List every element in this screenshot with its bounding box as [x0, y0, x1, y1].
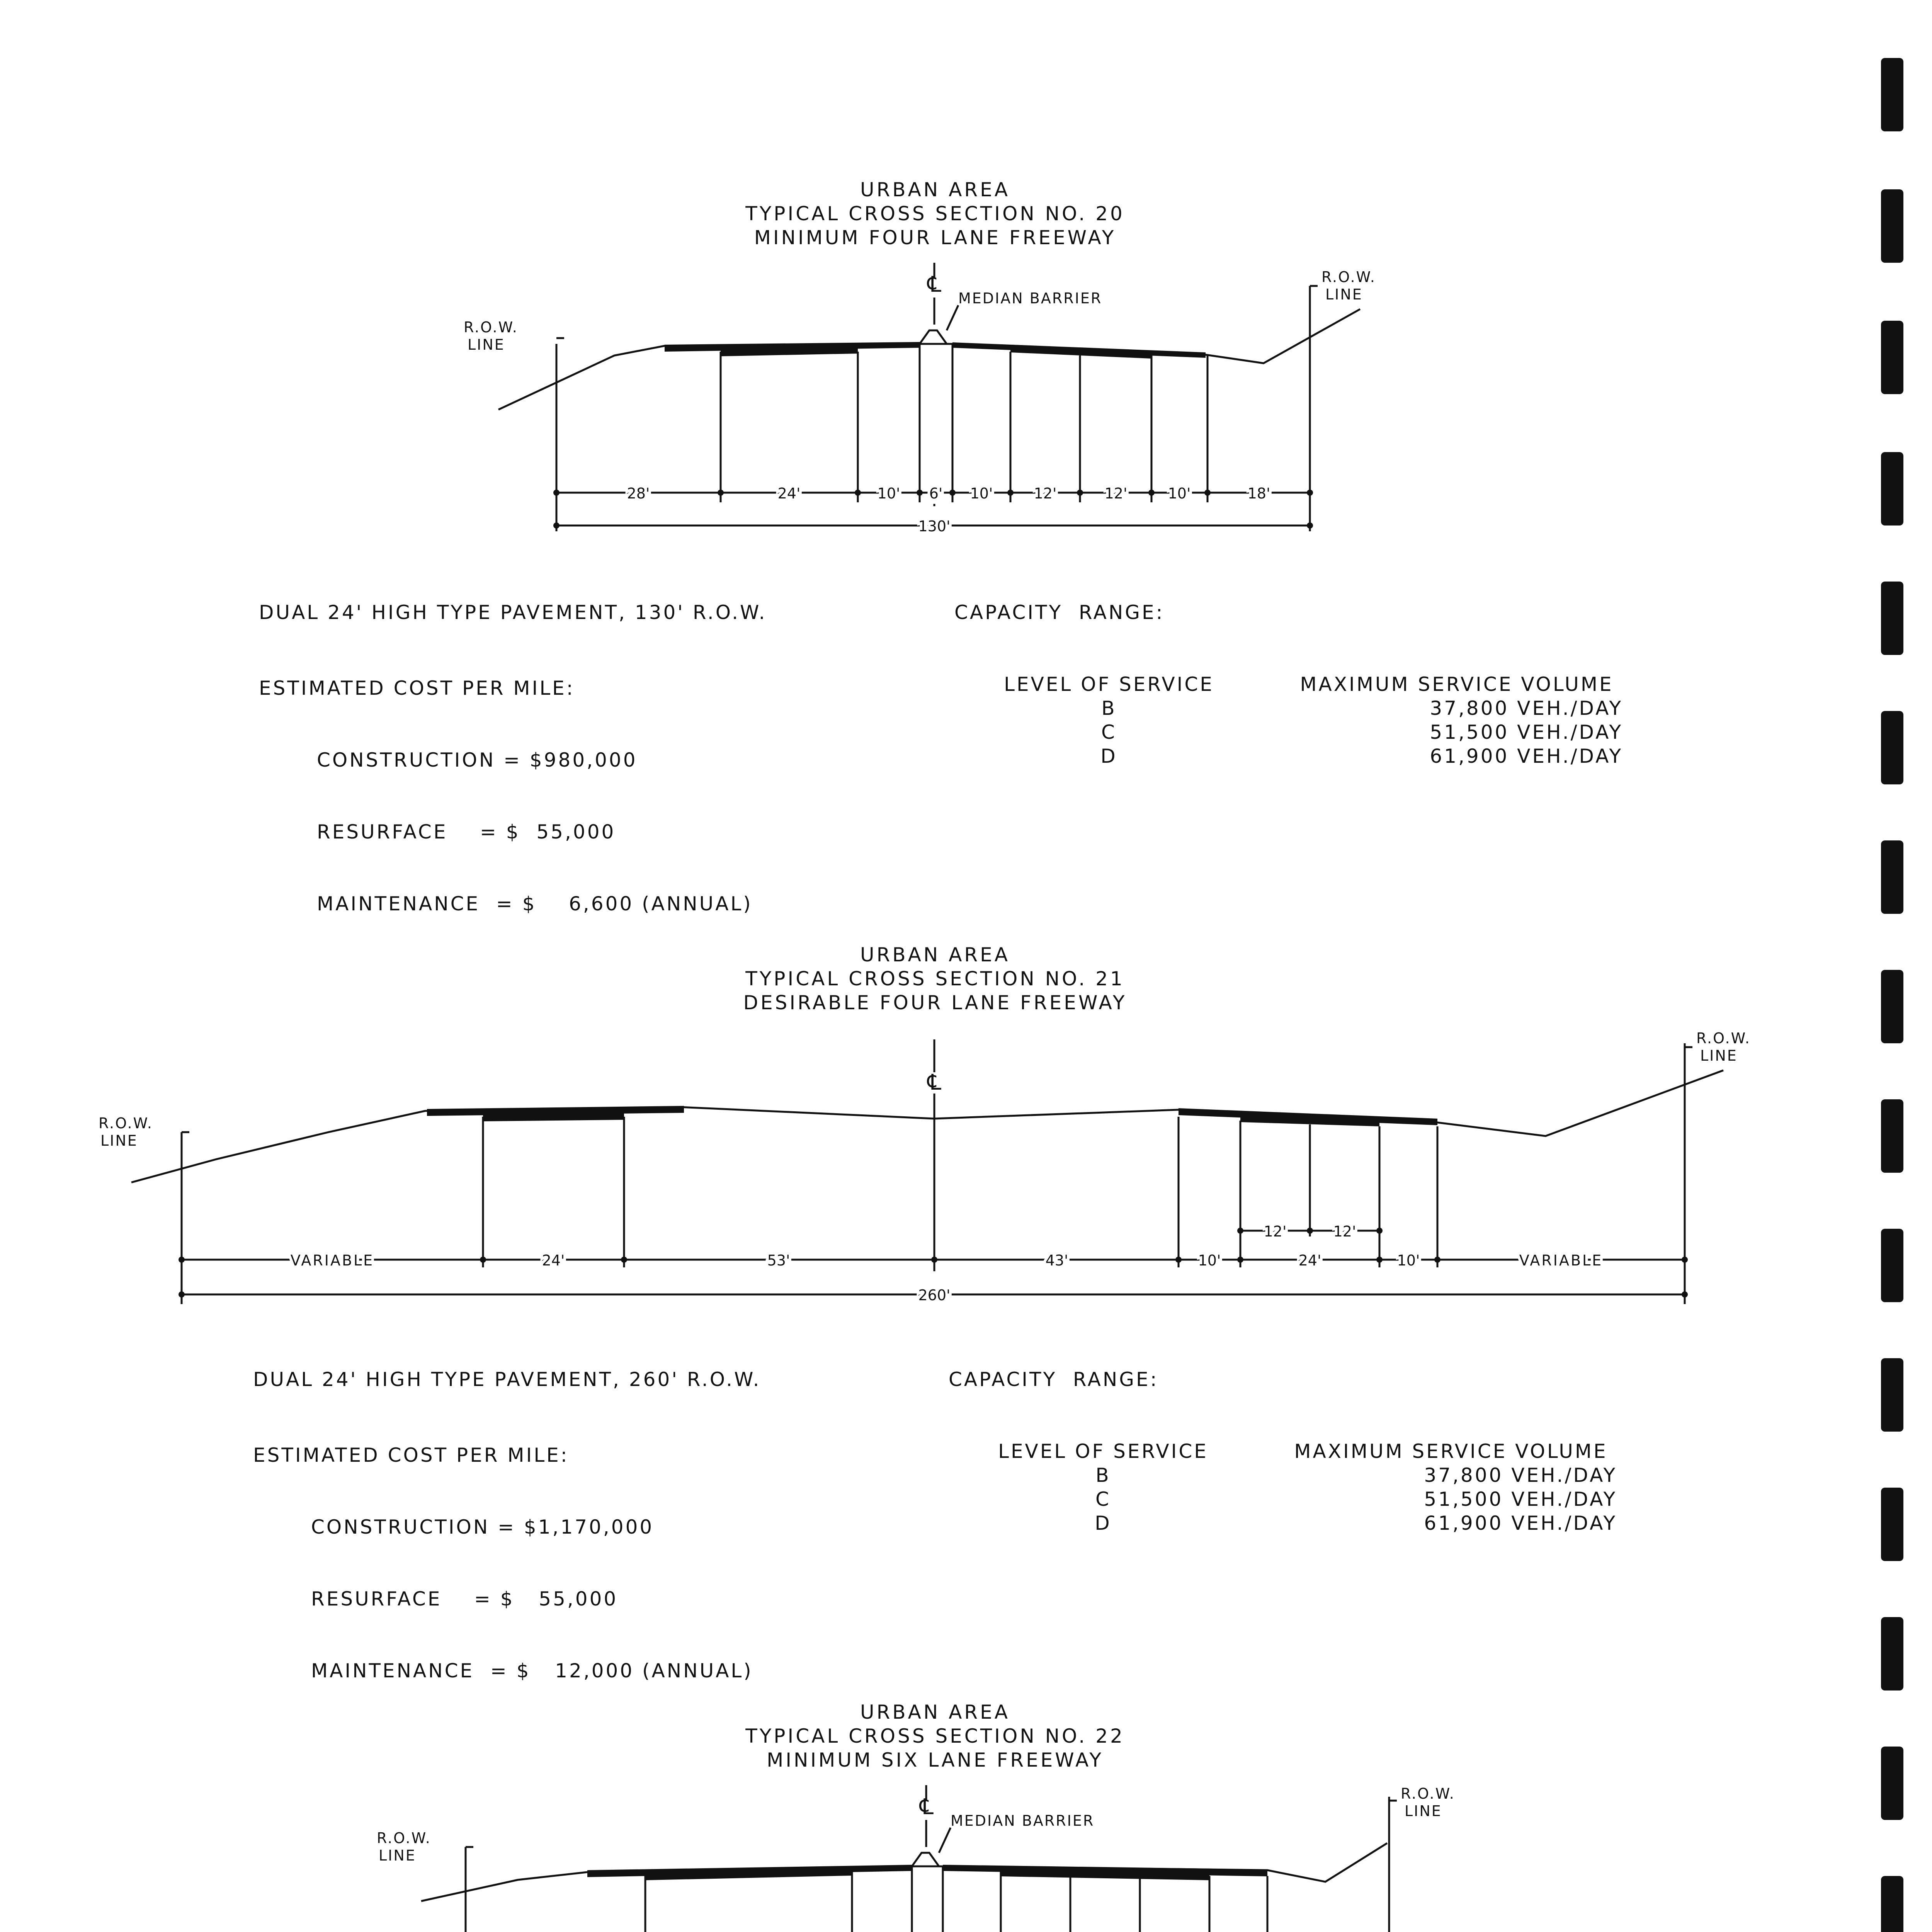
centerline-symbol: ℄ — [927, 1070, 942, 1095]
msv-heading: MAXIMUM SERVICE VOLUME — [1300, 673, 1614, 696]
los-value: B — [1101, 697, 1117, 719]
median-barrier-label: MEDIAN BARRIER — [958, 290, 1102, 307]
cross-section-drawing — [0, 1777, 1816, 1932]
cost-maintenance: MAINTENANCE = $ 12,000 (ANNUAL) — [311, 1660, 753, 1682]
row-right-label-2: LINE — [1325, 286, 1363, 303]
dim-label: 53' — [767, 1252, 790, 1269]
capacity-block — [954, 553, 1650, 816]
volume-value: 61,900 VEH./DAY — [1430, 745, 1623, 767]
cost-block — [253, 1320, 761, 1731]
sub-dim-label: 12' — [1333, 1223, 1356, 1240]
binder-mark — [1881, 582, 1903, 655]
binder-mark — [1881, 711, 1903, 784]
cost-heading: ESTIMATED COST PER MILE: — [253, 1444, 569, 1466]
title-line-3: DESIRABLE FOUR LANE FREEWAY — [743, 992, 1127, 1014]
cross-section-drawing — [0, 1020, 1816, 1368]
ground-profile — [498, 309, 1360, 410]
capacity-heading: CAPACITY RANGE: — [954, 601, 1165, 624]
los-value: C — [1101, 721, 1117, 743]
binder-mark — [1881, 321, 1903, 394]
volume-value: 37,800 VEH./DAY — [1430, 697, 1623, 719]
binder-mark — [1881, 840, 1903, 914]
pavement-description: DUAL 24' HIGH TYPE PAVEMENT, 260' R.O.W. — [253, 1368, 761, 1391]
dim-label: 24' — [777, 485, 801, 502]
los-heading: LEVEL OF SERVICE — [998, 1440, 1208, 1463]
row-left-label-2: LINE — [100, 1132, 138, 1149]
cost-construction: CONSTRUCTION = $1,170,000 — [311, 1516, 654, 1538]
los-value: C — [1095, 1488, 1111, 1510]
title-line-2: TYPICAL CROSS SECTION NO. 22 — [745, 1725, 1125, 1747]
binder-mark — [1881, 1488, 1903, 1561]
section-title — [46, 1700, 1824, 1772]
median-barrier-shape — [920, 330, 947, 344]
title-line-2: TYPICAL CROSS SECTION NO. 21 — [745, 968, 1125, 990]
dim-label: 12' — [1104, 485, 1128, 502]
cost-block — [259, 553, 767, 964]
row-left-label-2: LINE — [468, 336, 505, 353]
los-value: D — [1100, 745, 1117, 767]
title-line-2: TYPICAL CROSS SECTION NO. 20 — [745, 202, 1125, 225]
binder-mark — [1881, 452, 1903, 526]
dim-label: 10' — [877, 485, 900, 502]
volume-value: 37,800 VEH./DAY — [1424, 1464, 1617, 1486]
row-left-label-1: R.O.W. — [99, 1115, 153, 1132]
binder-mark — [1881, 1747, 1903, 1820]
dim-label: 10' — [1168, 485, 1191, 502]
title-line-1: URBAN AREA — [860, 1701, 1010, 1723]
title-line-1: URBAN AREA — [860, 179, 1010, 201]
dim-label: VARIABLE — [290, 1252, 374, 1269]
sub-dim-label: 12' — [1264, 1223, 1287, 1240]
binder-mark — [1881, 1876, 1903, 1932]
cost-construction: CONSTRUCTION = $980,000 — [317, 749, 638, 771]
cost-resurface: RESURFACE = $ 55,000 — [311, 1588, 618, 1610]
title-line-1: URBAN AREA — [860, 944, 1010, 966]
median-barrier-label: MEDIAN BARRIER — [951, 1812, 1095, 1829]
centerline-symbol: ℄ — [920, 1794, 935, 1820]
dim-label: 43' — [1045, 1252, 1068, 1269]
cross-section-drawing — [0, 255, 1816, 603]
centerline-symbol: ℄ — [927, 272, 942, 297]
binder-edge — [1878, 0, 1913, 1932]
dim-label: 18' — [1247, 485, 1270, 502]
binder-mark — [1881, 189, 1903, 263]
row-right-label-1: R.O.W. — [1401, 1785, 1455, 1802]
dim-label: VARIABLE — [1519, 1252, 1603, 1269]
binder-mark — [1881, 1229, 1903, 1302]
title-line-3: MINIMUM SIX LANE FREEWAY — [767, 1749, 1104, 1771]
row-right-label-1: R.O.W. — [1696, 1030, 1751, 1047]
pavement-slabs — [427, 1106, 1437, 1126]
cost-resurface: RESURFACE = $ 55,000 — [317, 821, 616, 843]
row-left-label-1: R.O.W. — [464, 319, 518, 336]
row-left-label-1: R.O.W. — [377, 1830, 431, 1847]
volume-value: 51,500 VEH./DAY — [1430, 721, 1623, 743]
binder-mark — [1881, 1358, 1903, 1432]
dim-label: 24' — [1298, 1252, 1321, 1269]
capacity-heading: CAPACITY RANGE: — [949, 1368, 1159, 1391]
volume-value: 51,500 VEH./DAY — [1424, 1488, 1617, 1510]
median-barrier-shape — [912, 1853, 939, 1866]
volume-value: 61,900 VEH./DAY — [1424, 1512, 1617, 1534]
total-dim-label: 130' — [918, 518, 951, 535]
dim-label: 12' — [1034, 485, 1057, 502]
los-value: D — [1095, 1512, 1112, 1534]
section-title — [46, 178, 1824, 250]
dim-label: 10' — [1397, 1252, 1420, 1269]
binder-mark — [1881, 58, 1903, 131]
binder-mark — [1881, 1617, 1903, 1690]
section-title — [46, 943, 1824, 1015]
row-right-label-1: R.O.W. — [1321, 269, 1376, 286]
row-right-label-2: LINE — [1405, 1803, 1442, 1820]
total-dim-label: 260' — [918, 1287, 951, 1304]
row-right-label-2: LINE — [1700, 1047, 1738, 1064]
cost-heading: ESTIMATED COST PER MILE: — [259, 677, 575, 699]
binder-mark — [1881, 1099, 1903, 1173]
dim-label: 24' — [542, 1252, 565, 1269]
msv-heading: MAXIMUM SERVICE VOLUME — [1294, 1440, 1608, 1463]
los-heading: LEVEL OF SERVICE — [1004, 673, 1214, 696]
capacity-block — [949, 1320, 1644, 1583]
row-left-label-2: LINE — [379, 1847, 416, 1864]
binder-mark — [1881, 970, 1903, 1043]
cost-maintenance: MAINTENANCE = $ 6,600 (ANNUAL) — [317, 893, 753, 915]
dim-label: 28' — [627, 485, 650, 502]
dim-label: 6' — [929, 485, 943, 502]
los-value: B — [1095, 1464, 1111, 1486]
dim-label: 10' — [970, 485, 993, 502]
dim-label: 10' — [1198, 1252, 1221, 1269]
title-line-3: MINIMUM FOUR LANE FREEWAY — [754, 226, 1116, 249]
pavement-description: DUAL 24' HIGH TYPE PAVEMENT, 130' R.O.W. — [259, 601, 767, 624]
